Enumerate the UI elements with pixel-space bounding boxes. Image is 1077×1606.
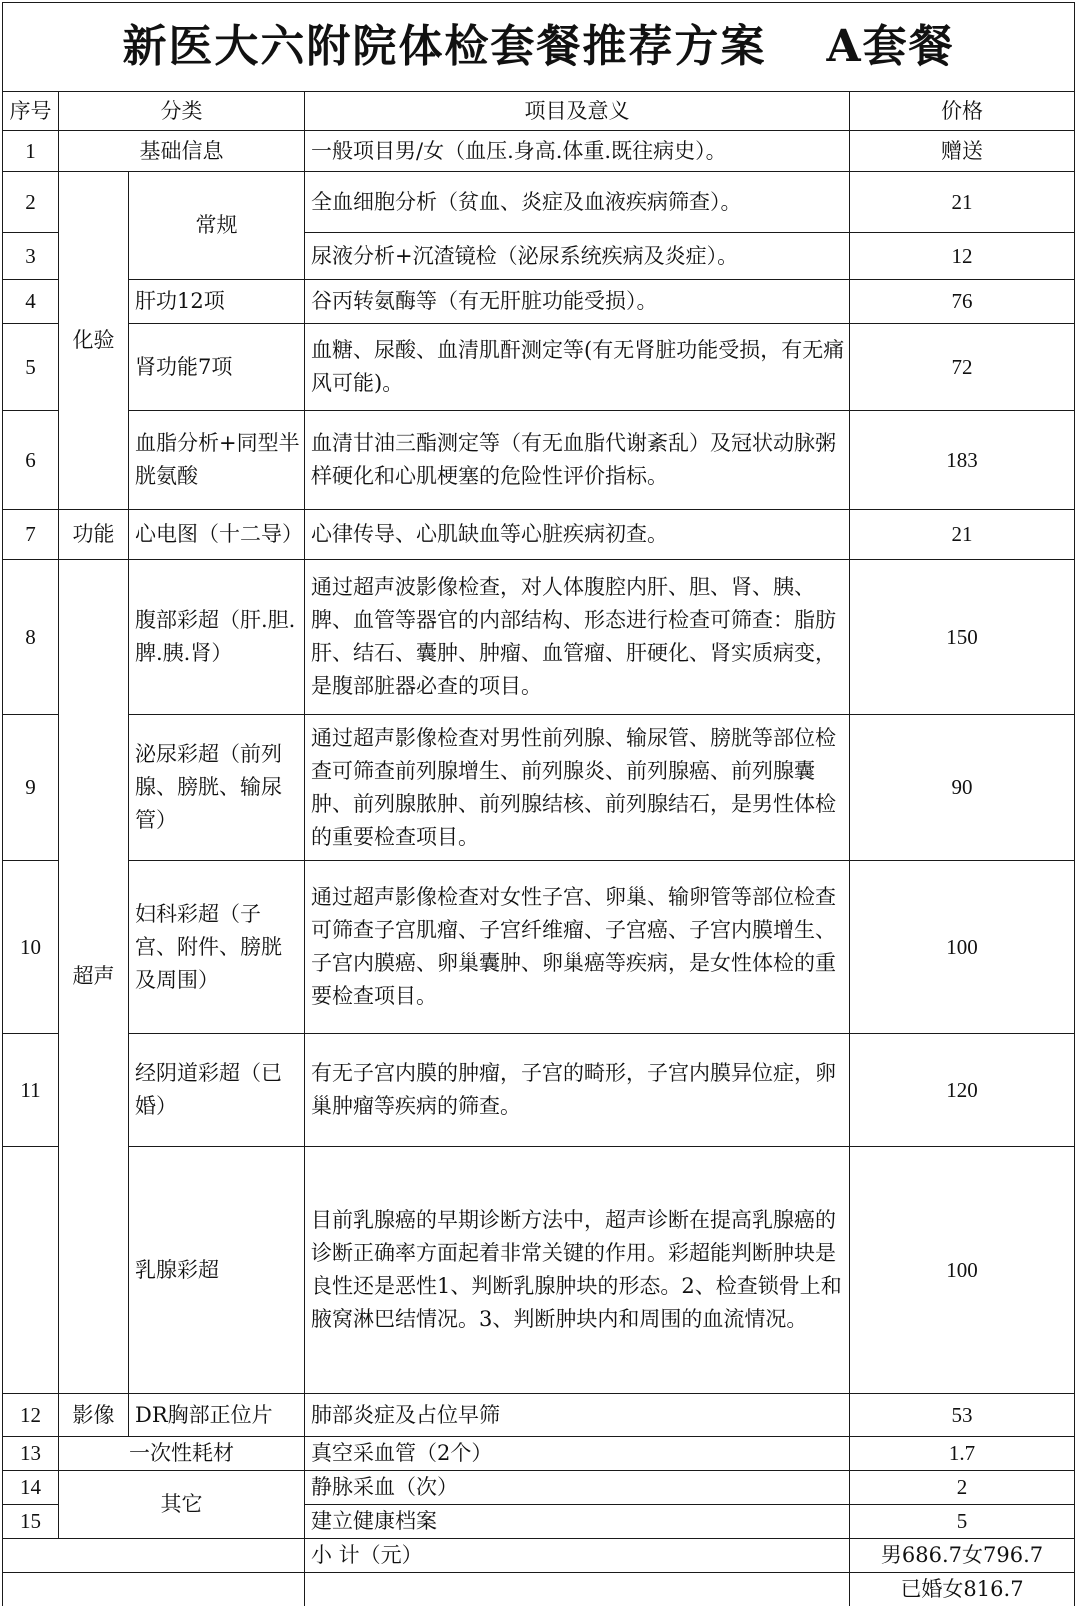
subtotal-value: 男686.7女796.7 <box>850 1539 1075 1573</box>
header-seq: 序号 <box>3 92 59 131</box>
row-price: 76 <box>850 280 1075 324</box>
group-consumables: 一次性耗材 <box>59 1437 305 1471</box>
row-item: 尿液分析+沉渣镜检（泌尿系统疾病及炎症）。 <box>305 233 850 280</box>
group-imaging: 影像 <box>59 1394 129 1437</box>
row-price: 150 <box>850 560 1075 715</box>
row-seq: 1 <box>3 131 59 172</box>
row-price: 100 <box>850 1147 1075 1394</box>
title-text: 新医大六附院体检套餐推荐方案 <box>122 21 766 72</box>
title-suffix: A套餐 <box>826 21 954 72</box>
row-price: 72 <box>850 324 1075 411</box>
row-subcategory: 肝功12项 <box>129 280 305 324</box>
row-price: 90 <box>850 715 1075 861</box>
table-row <box>3 1437 1075 1471</box>
row-category: 基础信息 <box>59 131 305 172</box>
row-seq: 10 <box>3 861 59 1034</box>
row-item: 目前乳腺癌的早期诊断方法中，超声诊断在提高乳腺癌的诊断正确率方面起着非常关键的作用。彩超能判断肿块是良性还是恶性1、判断乳腺肿块的形态。2、检查锁骨上和腋窝淋巴结情况。3、判断肿块内和周围的血流情况。 <box>305 1147 850 1394</box>
row-subcategory: 乳腺彩超 <box>129 1147 305 1394</box>
row-item: 谷丙转氨酶等（有无肝脏功能受损）。 <box>305 280 850 324</box>
row-price: 100 <box>850 861 1075 1034</box>
row-seq: 8 <box>3 560 59 715</box>
row-price: 183 <box>850 411 1075 510</box>
row-seq: 14 <box>3 1471 59 1505</box>
row-price: 21 <box>850 172 1075 233</box>
group-other: 其它 <box>59 1471 305 1539</box>
row-item: 通过超声波影像检查，对人体腹腔内肝、胆、肾、胰、脾、血管等器官的内部结构、形态进行检查可筛查：脂肪肝、结石、囊肿、肿瘤、血管瘤、肝硬化、肾实质病变，是腹部脏器必查的项目。 <box>305 560 850 715</box>
married-total-row <box>3 1573 1075 1606</box>
row-seq: 13 <box>3 1437 59 1471</box>
row-item: 静脉采血（次） <box>305 1471 850 1505</box>
table-row <box>3 324 1075 411</box>
row-seq: 11 <box>3 1034 59 1147</box>
row-price: 赠送 <box>850 131 1075 172</box>
married-total-blank <box>3 1573 305 1606</box>
table-row <box>3 1471 1075 1505</box>
table-row <box>3 131 1075 172</box>
row-subcategory: 肾功能7项 <box>129 324 305 411</box>
row-price: 21 <box>850 510 1075 560</box>
table-row <box>3 280 1075 324</box>
row-price: 2 <box>850 1471 1075 1505</box>
header-item: 项目及意义 <box>305 92 850 131</box>
row-seq: 9 <box>3 715 59 861</box>
header-price: 价格 <box>850 92 1075 131</box>
table-row <box>3 510 1075 560</box>
row-price: 12 <box>850 233 1075 280</box>
row-seq: 6 <box>3 411 59 510</box>
married-total-label <box>305 1573 850 1606</box>
row-subcategory: 心电图（十二导） <box>129 510 305 560</box>
row-item: 有无子宫内膜的肿瘤，子宫的畸形，子宫内膜异位症，卵巢肿瘤等疾病的筛查。 <box>305 1034 850 1147</box>
header-row <box>3 92 1075 131</box>
row-seq: 15 <box>3 1505 59 1539</box>
table-row <box>3 1394 1075 1437</box>
married-total-value: 已婚女816.7 <box>850 1573 1075 1606</box>
table-row <box>3 715 1075 861</box>
row-item: 一般项目男/女（血压.身高.体重.既往病史）。 <box>305 131 850 172</box>
row-item: 通过超声影像检查对男性前列腺、输尿管、膀胱等部位检查可筛查前列腺增生、前列腺炎、前列腺癌、前列腺囊肿、前列腺脓肿、前列腺结核、前列腺结石，是男性体检的重要检查项目。 <box>305 715 850 861</box>
row-item: 全血细胞分析（贫血、炎症及血液疾病筛查）。 <box>305 172 850 233</box>
package-table <box>2 2 1075 1606</box>
group-function: 功能 <box>59 510 129 560</box>
row-price: 1.7 <box>850 1437 1075 1471</box>
row-item: 肺部炎症及占位早筛 <box>305 1394 850 1437</box>
subtotal-blank <box>3 1539 305 1573</box>
table-row <box>3 411 1075 510</box>
row-seq: 3 <box>3 233 59 280</box>
row-subcategory: 血脂分析+同型半胱氨酸 <box>129 411 305 510</box>
row-seq: 4 <box>3 280 59 324</box>
subtotal-row <box>3 1539 1075 1573</box>
row-seq: 12 <box>3 1394 59 1437</box>
group-lab: 化验 <box>59 172 129 510</box>
row-price: 5 <box>850 1505 1075 1539</box>
page-title <box>3 3 1075 92</box>
row-subcategory: 泌尿彩超（前列腺、膀胱、输尿管） <box>129 715 305 861</box>
row-subcategory: 腹部彩超（肝.胆.脾.胰.肾） <box>129 560 305 715</box>
table-row <box>3 172 1075 233</box>
row-seq: 2 <box>3 172 59 233</box>
row-item: 建立健康档案 <box>305 1505 850 1539</box>
table-row <box>3 1034 1075 1147</box>
table-row <box>3 560 1075 715</box>
row-price: 120 <box>850 1034 1075 1147</box>
header-category: 分类 <box>59 92 305 131</box>
row-seq: 7 <box>3 510 59 560</box>
row-item: 真空采血管（2个） <box>305 1437 850 1471</box>
row-seq: 5 <box>3 324 59 411</box>
row-seq <box>3 1147 59 1394</box>
row-subcategory: 经阴道彩超（已婚） <box>129 1034 305 1147</box>
subcategory-routine: 常规 <box>129 172 305 280</box>
row-item: 通过超声影像检查对女性子宫、卵巢、输卵管等部位检查可筛查子宫肌瘤、子宫纤维瘤、子宫癌、子宫内膜增生、子宫内膜癌、卵巢囊肿、卵巢癌等疾病，是女性体检的重要检查项目。 <box>305 861 850 1034</box>
row-item: 心律传导、心肌缺血等心脏疾病初查。 <box>305 510 850 560</box>
group-ultrasound: 超声 <box>59 560 129 1394</box>
title-row <box>3 3 1075 92</box>
table-row <box>3 1147 1075 1394</box>
subtotal-label: 小 计（元） <box>305 1539 850 1573</box>
row-subcategory: 妇科彩超（子宫、附件、膀胱及周围） <box>129 861 305 1034</box>
row-item: 血糖、尿酸、血清肌酐测定等(有无肾脏功能受损，有无痛风可能)。 <box>305 324 850 411</box>
row-subcategory: DR胸部正位片 <box>129 1394 305 1437</box>
row-price: 53 <box>850 1394 1075 1437</box>
row-item: 血清甘油三酯测定等（有无血脂代谢紊乱）及冠状动脉粥样硬化和心肌梗塞的危险性评价指标。 <box>305 411 850 510</box>
table-row <box>3 861 1075 1034</box>
